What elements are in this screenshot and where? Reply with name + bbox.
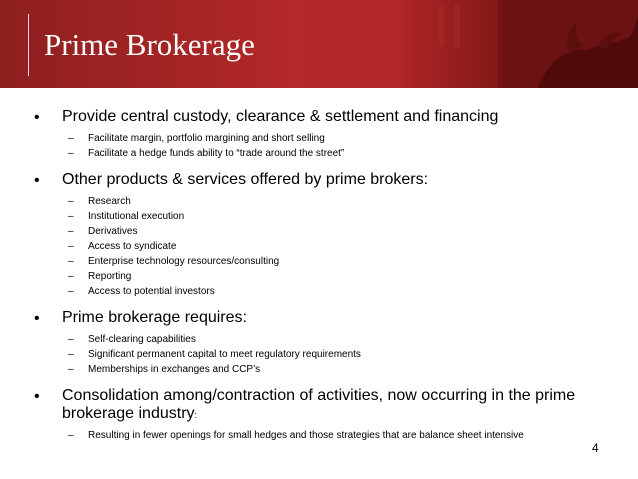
dash-marker: – (68, 349, 74, 360)
title-banner (0, 0, 638, 88)
bullet-text (62, 387, 602, 424)
dash-marker: – (68, 241, 74, 252)
bullet-item (0, 171, 638, 190)
bullet-text: Other products & services offered by prime brokers: (62, 171, 429, 188)
sub-item-text: Access to syndicate (88, 241, 177, 252)
sub-item-text: Reporting (88, 271, 132, 282)
dash-marker: – (68, 334, 74, 345)
sub-item (0, 428, 638, 443)
sub-item-text: Self-clearing capabilities (88, 334, 196, 345)
bullet-marker: • (34, 388, 40, 405)
sub-item (0, 362, 638, 377)
slide-title: Prime Brokerage (44, 27, 255, 62)
sub-list (0, 332, 638, 377)
sub-item-text: Significant permanent capital to meet regulatory requirements (88, 349, 361, 360)
bull-statue-image (398, 0, 638, 88)
sub-item (0, 347, 638, 362)
sub-item (0, 146, 638, 161)
sub-item-text: Research (88, 196, 131, 207)
bullet-marker: • (34, 109, 40, 126)
sub-item-text: Institutional execution (88, 211, 185, 222)
sub-item (0, 131, 638, 146)
sub-item-text: Access to potential investors (88, 286, 215, 297)
sub-list (0, 428, 638, 443)
dash-marker: – (68, 226, 74, 237)
bullet-text-main: Consolidation among/contraction of activities, now occurring in the prime brokerage industry (62, 387, 576, 422)
sub-item (0, 332, 638, 347)
sub-item (0, 239, 638, 254)
bullet-text: Provide central custody, clearance & settlement and financing (62, 108, 499, 125)
sub-item (0, 194, 638, 209)
bullet-item (0, 387, 638, 424)
sub-item (0, 254, 638, 269)
bullet-text-suffix: : (194, 410, 198, 420)
sub-item-text: Facilitate a hedge funds ability to “trade around the street” (88, 148, 345, 159)
bullet-section (0, 108, 638, 161)
dash-marker: – (68, 286, 74, 297)
bullet-section (0, 309, 638, 377)
sub-item-text: Derivatives (88, 226, 138, 237)
sub-item (0, 284, 638, 299)
sub-item (0, 209, 638, 224)
sub-item (0, 269, 638, 284)
sub-list (0, 194, 638, 299)
sub-item-text: Facilitate margin, portfolio margining and short selling (88, 133, 325, 144)
page-number: 4 (592, 441, 599, 455)
bullet-marker: • (34, 310, 40, 327)
bullet-section (0, 387, 638, 443)
dash-marker: – (68, 196, 74, 207)
sub-item-text: Resulting in fewer openings for small hedges and those strategies that are balance sheet intensive (88, 430, 524, 441)
dash-marker: – (68, 211, 74, 222)
sub-list (0, 131, 638, 161)
bullet-item (0, 108, 638, 127)
bullet-text: Prime brokerage requires: (62, 309, 247, 326)
bullet-marker: • (34, 172, 40, 189)
dash-marker: – (68, 430, 74, 441)
dash-marker: – (68, 256, 74, 267)
sub-item-text: Memberships in exchanges and CCP’s (88, 364, 261, 375)
dash-marker: – (68, 364, 74, 375)
title-divider (28, 14, 29, 76)
bullet-item (0, 309, 638, 328)
slide-content (0, 108, 638, 453)
dash-marker: – (68, 271, 74, 282)
sub-item-text: Enterprise technology resources/consulting (88, 256, 280, 267)
bullet-section (0, 171, 638, 299)
dash-marker: – (68, 148, 74, 159)
sub-item (0, 224, 638, 239)
dash-marker: – (68, 133, 74, 144)
